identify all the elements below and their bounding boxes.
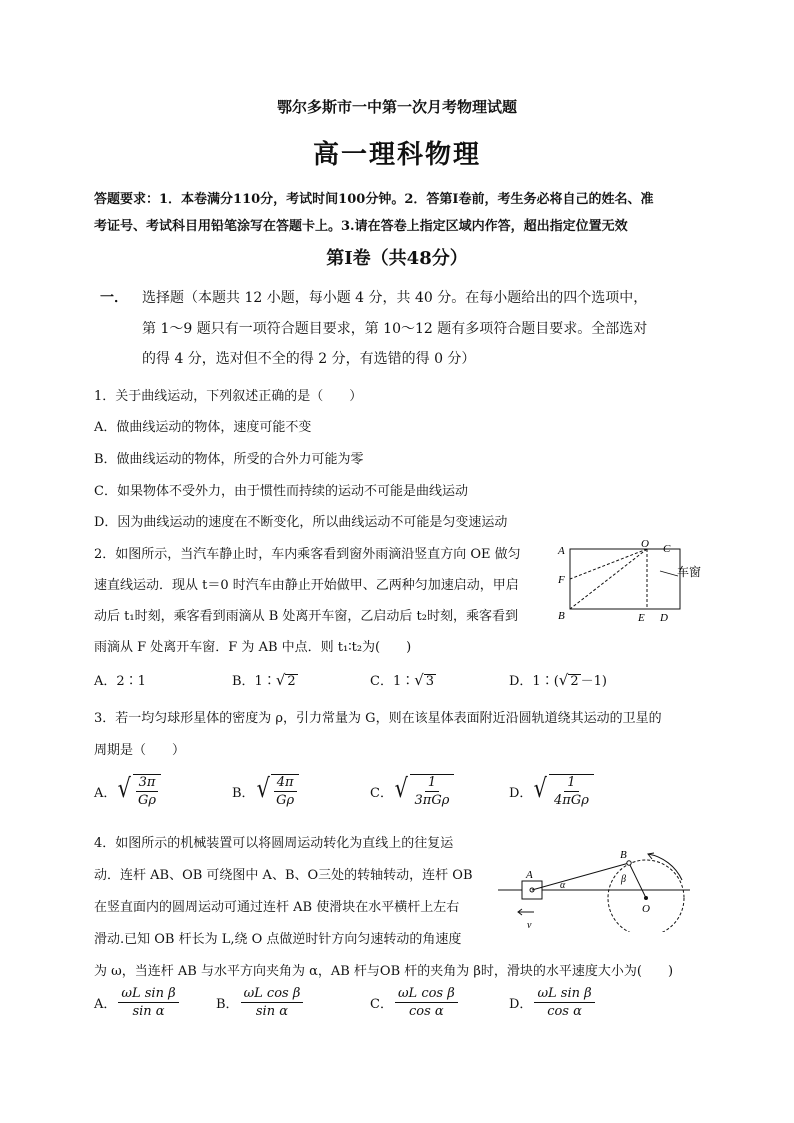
q3-b-numerator: 4π <box>274 775 297 792</box>
q3-a-numerator: 3π <box>136 775 159 792</box>
q3-option-b-label: B． <box>232 785 255 801</box>
q2-option-a: A．2∶1 <box>94 674 146 689</box>
q2-line-3: 动后 t₁时刻，乘客看到雨滴从 B 处离开车窗，乙启动后 t₂时刻，乘客看到 <box>94 609 518 624</box>
rain-path-ob <box>570 549 647 609</box>
rod-ob <box>629 863 646 898</box>
q1-option-d: D．因为曲线运动的速度在不断变化，所以曲线运动不可能是匀变速运动 <box>94 515 508 530</box>
label-o: O <box>641 538 649 550</box>
q4-option-b <box>216 986 305 1019</box>
window-pointer <box>660 571 678 576</box>
q3-c-numerator: 1 <box>425 775 439 792</box>
q4-d-denominator: cos α <box>547 1004 582 1019</box>
window-frame <box>570 549 680 609</box>
pivot-b <box>627 861 631 865</box>
q4-line-4: 滑动.已知 OB 杆长为 L,绕 O 点做逆时针方向匀速转动的角速度 <box>94 932 462 947</box>
q4-option-c-label: C． <box>370 997 393 1012</box>
q2-option-d-suffix: －1) <box>580 674 607 689</box>
q2-line-1: 2．如图所示，当汽车静止时，车内乘客看到窗外雨滴沿竖直方向 OE 做匀 <box>94 547 521 562</box>
label-o: O <box>642 903 650 915</box>
q2-line-4: 雨滴从 F 处离开车窗．F 为 AB 中点．则 t₁∶t₂为( ) <box>94 640 412 655</box>
section-desc-line-2: 第 1～9 题只有一项符合题目要求，第 10～12 题有多项符合题目要求。全部选对 <box>142 321 648 337</box>
label-f: F <box>558 574 565 586</box>
label-v: v <box>527 920 532 931</box>
main-title: 高一理科物理 <box>312 140 481 170</box>
q3-d-denominator: 4πGρ <box>554 793 589 808</box>
q2-option-d-radicand: 2 <box>570 674 579 689</box>
q2-option-b-radicand: 2 <box>287 674 296 689</box>
q4-b-denominator: sin α <box>255 1004 289 1019</box>
requirements-line-1: 答题要求：1．本卷满分110分，考试时间100分钟。2．答第Ⅰ卷前，考生务必将自己的姓名、准 <box>94 192 654 207</box>
label-alpha: α <box>560 880 566 891</box>
q3-option-d: D． √ $\frac{1}{\text{4πGρ}}$ <box>509 774 594 808</box>
q2-option-c-prefix: C．1∶ <box>370 674 415 689</box>
q2-option-b-prefix: B．1∶ <box>232 674 276 689</box>
q4-line-1: 4．如图所示的机械装置可以将圆周运动转化为直线上的往复运 <box>94 836 454 851</box>
q4-c-numerator: ωL cos β <box>395 986 458 1003</box>
q4-option-d-label: D． <box>509 997 533 1012</box>
label-a: A <box>558 545 565 557</box>
q4-option-a <box>94 986 181 1019</box>
q4-c-denominator: cos α <box>409 1004 444 1019</box>
school-title: 鄂尔多斯市一中第一次月考物理试题 <box>276 98 517 116</box>
q2-line-2: 速直线运动．现从 t＝0 时汽车由静止开始做甲、乙两种匀加速启动，甲启 <box>94 578 519 593</box>
q3-option-c: C． √ $\frac{1}{\text{3πGρ}}$ <box>370 774 454 808</box>
label-a: A <box>526 869 533 881</box>
window-label: 车窗 <box>677 565 702 579</box>
q1-option-b: B．做曲线运动的物体，所受的合外力可能为零 <box>94 452 364 467</box>
q4-b-numerator: ωL cos β <box>241 986 304 1003</box>
section-number: 一． <box>100 290 128 306</box>
q2-option-d: D．1∶(√ 2 －1) <box>509 671 607 689</box>
section-desc-line-1: 选择题（本题共 12 小题，每小题 4 分，共 40 分。在每小题给出的四个选项中， <box>142 290 648 306</box>
label-b: B <box>620 849 627 861</box>
q4-figure <box>494 840 694 932</box>
q1-option-c: C．如果物体不受外力，由于惯性而持续的运动不可能是曲线运动 <box>94 484 468 499</box>
pivot-o <box>644 896 648 900</box>
q1-stem: 1．关于曲线运动，下列叙述正确的是（ ） <box>94 389 363 404</box>
label-d: D <box>660 612 668 624</box>
q4-option-a-label: A． <box>94 997 117 1012</box>
q4-line-2: 动．连杆 AB、OB 可绕图中 A、B、O三处的转轴转动，连杆 OB <box>94 868 473 883</box>
q3-b-denominator: Gρ <box>276 793 295 808</box>
q3-option-c-label: C． <box>370 785 393 801</box>
q3-c-denominator: 3πGρ <box>414 793 450 808</box>
q3-option-a: A． √ $\frac{3\pi}{G\rho}$ <box>94 774 161 808</box>
label-c: C <box>663 543 671 555</box>
requirements-line-2: 考证号、考试科目用铅笔涂写在答题卡上。3.请在答卷上指定区域内作答，超出指定位置无效 <box>94 219 628 234</box>
label-beta: β <box>621 874 626 885</box>
q4-d-numerator: ωL sin β <box>534 986 594 1003</box>
rotation-arrowhead <box>648 853 654 859</box>
q2-option-b: B．1∶√ 2 <box>232 671 296 689</box>
q3-line-1: 3．若一均匀球形星体的密度为 ρ，引力常量为 G，则在该星体表面附近沿圆轨道绕其运动的卫星的 <box>94 711 662 726</box>
q4-line-3: 在竖直面内的圆周运动可通过连杆 AB 使滑块在水平横杆上左右 <box>94 900 460 915</box>
label-b: B <box>558 610 565 622</box>
section-title: 第Ⅰ卷（共48分） <box>326 248 468 269</box>
q2-option-c-radicand: 3 <box>425 674 435 689</box>
q3-d-numerator: 1 <box>564 775 578 792</box>
q3-line-2: 周期是（ ） <box>94 743 186 758</box>
q4-option-c <box>370 986 460 1019</box>
q3-a-denominator: Gρ <box>137 793 156 808</box>
q2-option-d-prefix: D．1∶( <box>509 674 559 689</box>
q3-option-a-label: A． <box>94 785 117 801</box>
q4-a-denominator: sin α <box>132 1004 165 1019</box>
q4-option-d <box>509 986 597 1019</box>
q4-a-numerator: ωL sin β <box>118 986 178 1003</box>
q2-option-c: C．1∶√ 3 <box>370 671 435 689</box>
q4-line-5: 为 ω，当连杆 AB 与水平方向夹角为 α，AB 杆与OB 杆的夹角为 β时，滑块的水平速度大小为( ) <box>94 964 674 979</box>
q3-option-d-label: D． <box>509 785 533 801</box>
q4-option-b-label: B． <box>216 997 239 1012</box>
section-desc-line-3: 的得 4 分，选对但不全的得 2 分，有选错的得 0 分） <box>142 351 476 367</box>
rain-path-of <box>570 549 647 579</box>
rotation-arc <box>648 854 682 880</box>
q1-option-a: A．做曲线运动的物体，速度可能不变 <box>94 420 312 435</box>
label-e: E <box>638 612 645 624</box>
q3-option-b: B． √ $\frac{4\pi}{G\rho}$ <box>232 774 299 808</box>
q2-figure <box>550 536 730 626</box>
